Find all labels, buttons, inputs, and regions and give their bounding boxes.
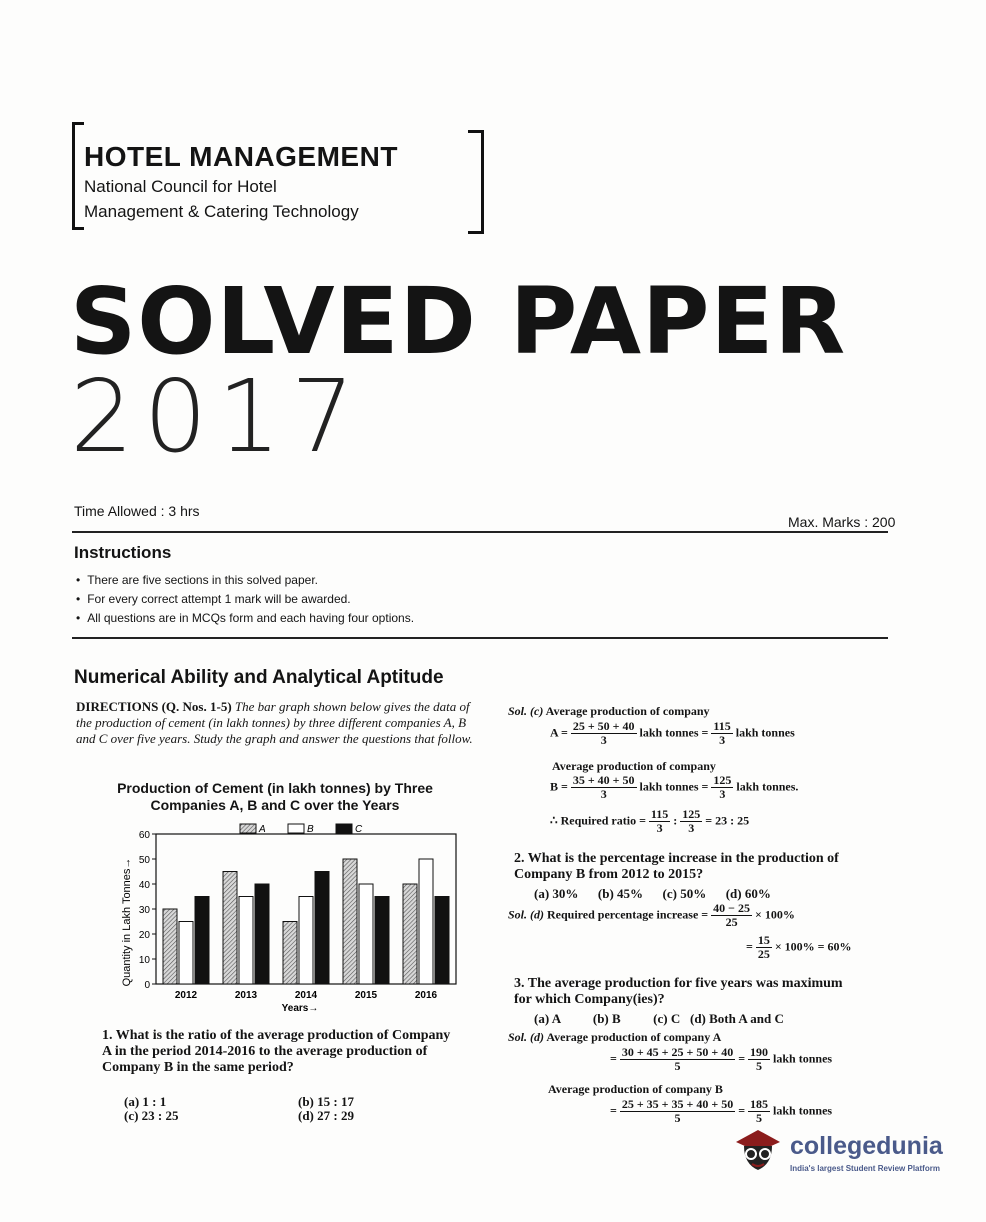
bar-a: [343, 859, 357, 984]
bar-c: [435, 897, 449, 985]
sol1-ratio-lhs: ∴ Required ratio =: [550, 813, 646, 828]
collegedunia-logo-icon: [730, 1120, 786, 1180]
instruction-item: • All questions are in MCQs form and each having four options.: [76, 609, 414, 628]
denominator: 5: [756, 1111, 763, 1125]
legend-swatch-a: [240, 824, 256, 833]
denominator: 5: [674, 1059, 681, 1073]
numerator: 25 + 50 + 40: [572, 719, 635, 733]
section-title: Numerical Ability and Analytical Aptitude: [74, 667, 444, 688]
instructions-heading: Instructions: [74, 543, 172, 562]
fraction: [680, 808, 702, 835]
numerator: 25 + 35 + 35 + 40 + 50: [621, 1097, 734, 1111]
solution-1: [508, 704, 710, 719]
fraction: [756, 934, 772, 961]
equals: =: [746, 939, 753, 954]
header-subtitle-line1: National Council for Hotel: [84, 177, 277, 196]
solution-3: [508, 1030, 721, 1045]
bar-b: [419, 859, 433, 984]
denominator: 3: [719, 733, 726, 747]
denominator: 3: [656, 821, 663, 835]
sol1-ratio: [550, 808, 749, 835]
watermark-name: collegedunia: [790, 1132, 943, 1160]
sol1-a-mid: lakh tonnes =: [639, 725, 709, 740]
header-bracket-left: [72, 122, 84, 230]
numerator: 125: [682, 807, 701, 821]
numerator: 185: [750, 1097, 769, 1111]
x-tick-label: 2012: [174, 990, 198, 1001]
instruction-item: • For every correct attempt 1 mark will be awarded.: [76, 590, 414, 609]
sol1-a-tail: lakh tonnes: [735, 725, 795, 740]
directions: [76, 699, 476, 747]
numerator: 115: [650, 807, 669, 821]
denominator: 3: [600, 733, 607, 747]
numerator: 15: [757, 933, 770, 947]
instruction-item: • There are five sections in this solved paper.: [76, 571, 414, 590]
fraction: [711, 902, 752, 929]
q2-options: (a) 30% (b) 45% (c) 50% (d) 60%: [534, 886, 771, 901]
q1-option-b: (b) 15 : 17: [298, 1094, 354, 1109]
bar-b: [359, 884, 373, 984]
sol2-tail: × 100%: [755, 907, 795, 922]
sol2-label: Sol. (d): [508, 907, 544, 922]
solution-2: [508, 902, 795, 929]
sol3-eq-a: = $\frac{30 + 45 + 25 + 50 + 40}{5}$ = $\frac{190}{5}$ lakh tonnes: [610, 1045, 833, 1073]
sol3-eq-b: = $\frac{25 + 35 + 35 + 40 + 50}{5}$ = $\frac{185}{5}$ lakh tonnes: [610, 1097, 833, 1125]
fraction: [620, 1046, 735, 1073]
x-axis-label: Years→: [281, 1003, 319, 1014]
bar-c: [375, 897, 389, 985]
legend-label: C: [355, 824, 363, 835]
bar-a: [283, 922, 297, 985]
numerator: 40 − 25: [713, 901, 750, 915]
numerator: 35 + 40 + 50: [572, 773, 635, 787]
y-tick-label: 30: [138, 905, 150, 916]
denominator: 3: [688, 821, 695, 835]
divider: [72, 531, 888, 533]
sol3-label: Sol. (d): [508, 1030, 544, 1044]
directions-text: The bar graph shown below gives the data of the production of cement (in lakh tonnes) by three different companies A, B and C over five years. Study the graph and answer the questions that follow.: [76, 699, 473, 746]
header-bracket-right: [468, 130, 484, 234]
sol3-line2: Average production of company B: [548, 1082, 723, 1096]
year-title: 2017: [70, 358, 365, 475]
y-tick-label: 50: [138, 855, 150, 866]
divider: [72, 637, 888, 639]
bar-b: [239, 897, 253, 985]
sol1-b-tail: lakh tonnes.: [736, 779, 799, 794]
fraction: [571, 720, 637, 747]
y-tick-label: 40: [138, 880, 150, 891]
chart-title: Production of Cement (in lakh tonnes) by Three Companies A, B and C over the Years: [117, 780, 433, 813]
q1-option-a: (a) 1 : 1: [124, 1094, 167, 1109]
sol3-line1: Average production of company A: [546, 1030, 722, 1044]
denominator: 3: [719, 787, 726, 801]
denominator: 5: [756, 1059, 763, 1073]
header-title: HOTEL MANAGEMENT: [84, 141, 398, 172]
q3-options: (a) A (b) B (c) C (d) Both A and C: [534, 1011, 784, 1026]
sol1-b-lhs: B =: [550, 779, 568, 794]
bar-a: [163, 909, 177, 984]
y-axis-label: Quantity in Lakh Tonnes→: [121, 857, 133, 987]
legend-swatch-b: [288, 824, 304, 833]
legend-label: A: [259, 824, 266, 835]
q1-option-d: (d) 27 : 29: [298, 1108, 354, 1123]
fraction: [748, 1046, 770, 1073]
bar-c: [195, 897, 209, 985]
sol1-b-mid: lakh tonnes =: [639, 779, 709, 794]
x-tick-label: 2014: [294, 990, 318, 1001]
main-title: SOLVED PAPER: [70, 268, 847, 375]
fraction: [620, 1098, 735, 1125]
y-tick-label: 20: [138, 930, 150, 941]
sol1-a-lhs: A =: [550, 725, 568, 740]
numerator: 190: [750, 1045, 769, 1059]
numerator: 30 + 45 + 25 + 50 + 40: [621, 1045, 734, 1059]
fraction: [571, 774, 637, 801]
solution-2-result: [746, 934, 852, 961]
ratio-separator: :: [673, 813, 678, 828]
x-tick-label: 2015: [354, 990, 378, 1001]
denominator: 3: [600, 787, 607, 801]
y-tick-label: 0: [144, 980, 150, 991]
x-tick-label: 2016: [414, 990, 438, 1001]
sol2-tail2: × 100% = 60%: [774, 939, 852, 954]
legend-swatch-c: [336, 824, 352, 833]
question-3: 3. The average production for five years was maximum for which Company(ies)?: [514, 976, 843, 1007]
y-tick-label: 10: [138, 955, 150, 966]
watermark-tagline: India's largest Student Review Platform: [790, 1164, 940, 1173]
sol1-label: Sol. (c): [508, 704, 544, 718]
bar-c: [255, 884, 269, 984]
denominator: 5: [674, 1111, 681, 1125]
bar-a: [403, 884, 417, 984]
sol1-line1: Average production of company: [545, 704, 710, 718]
directions-label: DIRECTIONS (Q. Nos. 1-5): [76, 699, 232, 714]
x-tick-label: 2013: [234, 990, 258, 1001]
max-marks: Max. Marks : 200: [788, 514, 896, 530]
bar-b: [299, 897, 313, 985]
denominator: 25: [725, 915, 738, 929]
instructions-list: [76, 571, 414, 628]
numerator: 115: [713, 719, 731, 733]
header-subtitle-line2: Management & Catering Technology: [84, 202, 359, 221]
fraction: [711, 774, 733, 801]
bar-b: [179, 922, 193, 985]
question-2: 2. What is the percentage increase in the production of Company B from 2012 to 2015?: [514, 851, 839, 882]
sol2-lhs: Required percentage increase =: [547, 907, 709, 922]
numerator: 125: [713, 773, 732, 787]
fraction: [649, 808, 670, 835]
q1-option-c: (c) 23 : 25: [124, 1108, 179, 1123]
header-subtitle: [84, 174, 359, 224]
bar-a: [223, 872, 237, 985]
sol1-ratio-tail: = 23 : 25: [705, 813, 750, 828]
legend-label: B: [307, 824, 314, 835]
fraction: [711, 720, 732, 747]
denominator: 25: [757, 947, 770, 961]
bar-c: [315, 872, 329, 985]
sol1-line2: Average production of company: [552, 759, 716, 773]
bar-chart: [108, 822, 468, 1022]
y-tick-label: 60: [138, 830, 150, 841]
sol3-tail: lakh tonnes: [773, 1051, 833, 1066]
sol1-eq-a: [550, 720, 795, 747]
sol3-tail2: lakh tonnes: [773, 1103, 833, 1118]
question-1: 1. What is the ratio of the average production of Company A in the period 2014-2016 to the average production of Company B in the same period?: [102, 1028, 451, 1075]
time-allowed: Time Allowed : 3 hrs: [74, 503, 200, 519]
sol1-eq-b: [550, 774, 798, 801]
